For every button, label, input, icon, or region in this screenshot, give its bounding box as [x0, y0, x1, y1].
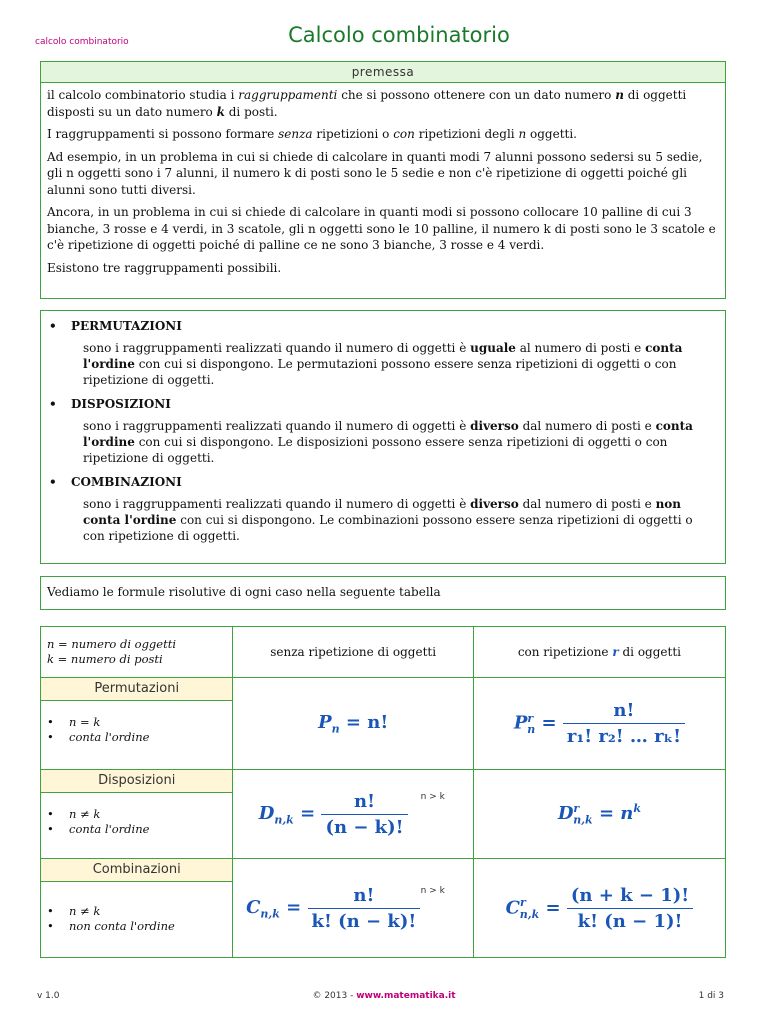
- keyword-conta-ordine: conta l'ordine: [83, 341, 683, 371]
- row-condition: • n = k: [47, 715, 101, 729]
- row-title: Permutazioni: [41, 678, 232, 701]
- var-n: n: [518, 127, 527, 141]
- formula-sub: n: [527, 723, 536, 737]
- formula-sub: n,k: [274, 813, 294, 827]
- legend-cell: [41, 627, 233, 678]
- formula-fraction: [308, 885, 421, 932]
- text: di posti.: [224, 104, 278, 119]
- formula-rhs: = n: [598, 802, 634, 824]
- text: di oggetti: [618, 645, 682, 659]
- disposizioni-title: DISPOSIZIONI: [71, 397, 171, 411]
- text: ripetizioni o: [312, 127, 394, 141]
- bullet: •: [49, 319, 57, 333]
- formula-eq: =: [300, 803, 316, 824]
- text: oggetti.: [526, 127, 577, 141]
- formula-combinazioni-con: [473, 859, 725, 958]
- text: sono i raggruppamenti realizzati quando il numero di oggetti è: [83, 419, 471, 433]
- bullet: •: [49, 397, 57, 411]
- row-condition: • n ≠ k: [47, 904, 101, 918]
- text: con ripetizione: [517, 645, 613, 659]
- formula-permutazioni-senza: [233, 678, 473, 770]
- var-n: n: [615, 88, 624, 102]
- formula-sub: n,k: [573, 813, 593, 827]
- row-title: Disposizioni: [41, 770, 232, 793]
- disposizioni-heading: [49, 396, 717, 412]
- formula-symbol: P: [318, 711, 332, 733]
- row-label-cell: [41, 859, 233, 958]
- fraction-numerator: n!: [308, 885, 421, 909]
- bullet: •: [49, 475, 57, 489]
- text: il calcolo combinatorio studia i: [47, 88, 239, 102]
- formula-sub: n,k: [519, 907, 540, 921]
- premessa-box: [40, 61, 726, 299]
- row-title: Combinazioni: [41, 859, 232, 882]
- formula-exponent: k: [633, 801, 642, 815]
- text: dal numero di posti e: [518, 419, 656, 433]
- formula-table: [40, 626, 726, 958]
- fraction-denominator: (n − k)!: [325, 816, 404, 838]
- keyword-raggruppamenti: raggruppamenti: [238, 88, 338, 102]
- condition-text: n ≠ k: [69, 807, 101, 821]
- condition-text: conta l'ordine: [69, 822, 150, 836]
- footer-copyright: [0, 991, 768, 1001]
- var-k: k: [216, 104, 225, 119]
- formula-fraction: [567, 885, 693, 932]
- keyword-uguale: uguale: [470, 341, 516, 355]
- keyword-diverso: diverso: [470, 419, 519, 433]
- text: sono i raggruppamenti realizzati quando il numero di oggetti è: [83, 497, 471, 511]
- premessa-paragraph-1: [47, 87, 719, 120]
- text: con cui si dispongono. Le permutazioni possono essere senza ripetizioni di oggetti o con ripetizione di oggetti.: [83, 357, 677, 387]
- row-label-cell: [41, 678, 233, 770]
- groups-box: [40, 310, 726, 564]
- fraction-numerator: n!: [563, 700, 685, 724]
- header-section-label: calcolo combinatorio: [35, 37, 129, 47]
- legend-k: k = numero di posti: [47, 652, 163, 666]
- keyword-diverso: diverso: [470, 497, 519, 511]
- formula-sub: n,k: [260, 907, 280, 921]
- table-intro-box: [40, 576, 726, 610]
- site-link[interactable]: www.matematika.it: [356, 991, 456, 1001]
- formula-sup: r: [527, 711, 534, 725]
- formula-fraction: [563, 700, 685, 747]
- row-condition: • n ≠ k: [47, 807, 101, 821]
- copyright-text: © 2013 -: [312, 991, 357, 1001]
- keyword-senza: senza: [278, 127, 313, 141]
- premessa-body: [41, 83, 725, 276]
- table-row-permutazioni: [41, 678, 726, 770]
- permutazioni-heading: [49, 318, 717, 334]
- table-header-row: [41, 627, 726, 678]
- text: sono i raggruppamenti realizzati quando il numero di oggetti è: [83, 341, 471, 355]
- column-header-senza: senza ripetizione di oggetti: [233, 627, 473, 678]
- text: con cui si dispongono. Le disposizioni possono essere senza ripetizioni di oggetti o con ripetizione di oggetti.: [83, 435, 668, 465]
- text: di oggetti disposti su un dato numero: [47, 88, 687, 119]
- keyword-conta-ordine: conta l'ordine: [83, 419, 693, 449]
- text: dal numero di posti e: [518, 497, 656, 511]
- formula-disposizioni-con: [473, 770, 725, 859]
- legend-n: n = numero di oggetti: [47, 637, 177, 651]
- text: con cui si dispongono. Le combinazioni possono essere senza ripetizioni di oggetti o con ripetizione di oggetti.: [83, 513, 693, 543]
- footer-page-number: 1 di 3: [698, 991, 724, 1001]
- footer-version: v 1.0: [37, 991, 60, 1001]
- formula-symbol: C: [505, 897, 520, 918]
- disposizioni-description: [83, 418, 717, 466]
- formula-combinazioni-senza: [233, 859, 473, 958]
- formula-symbol: C: [246, 897, 261, 918]
- formula-condition: n > k: [420, 792, 445, 802]
- formula-permutazioni-con: [473, 678, 725, 770]
- fraction-denominator: k! (n − k)!: [311, 910, 417, 932]
- fraction-numerator: n!: [321, 791, 407, 815]
- text: che si possono ottenere con un dato numero: [337, 88, 616, 102]
- text: ripetizioni degli: [414, 127, 519, 141]
- formula-condition: n > k: [420, 886, 445, 896]
- premessa-heading: premessa: [41, 62, 725, 83]
- row-condition: • non conta l'ordine: [47, 919, 175, 933]
- row-condition: • conta l'ordine: [47, 822, 150, 836]
- fraction-numerator: (n + k − 1)!: [567, 885, 693, 909]
- table-row-disposizioni: [41, 770, 726, 859]
- formula-eq: =: [545, 897, 561, 918]
- fraction-denominator: k! (n − 1)!: [577, 910, 683, 932]
- premessa-paragraph-4: Ancora, in un problema in cui si chiede di calcolare in quanti modi si possono collocare 10 palline di cui 3 bianche, 3 rosse e 4 verdi, in 3 scatole, gli n oggetti sono le 10 palline, il numero k di posti sono le 3 scatole e c'è ripetizione di oggetti poiché di palline ce ne sono 3 bianche, 3 rosse e 4 verdi.: [47, 205, 716, 252]
- combinazioni-description: [83, 496, 717, 544]
- formula-symbol: D: [258, 803, 275, 824]
- permutazioni-description: [83, 340, 717, 388]
- formula-disposizioni-senza: [233, 770, 473, 859]
- condition-text: n = k: [69, 715, 101, 729]
- text: I raggruppamenti si possono formare: [47, 127, 279, 141]
- fraction-denominator: r₁! r₂! … rₖ!: [566, 726, 681, 747]
- formula-sub: n: [331, 722, 340, 736]
- table-row-combinazioni: [41, 859, 726, 958]
- page-title: Calcolo combinatorio: [288, 23, 510, 47]
- keyword-con: con: [393, 127, 415, 141]
- formula-symbol: P: [513, 712, 528, 734]
- column-header-con: [473, 627, 725, 678]
- combinazioni-heading: [49, 474, 717, 490]
- var-r: r: [612, 645, 619, 659]
- table-intro-text: Vediamo le formule risolutive di ogni caso nella seguente tabella: [47, 585, 441, 599]
- premessa-paragraph-5: Esistono tre raggruppamenti possibili.: [47, 260, 282, 275]
- row-label-cell: [41, 770, 233, 859]
- condition-text: n ≠ k: [69, 904, 101, 918]
- condition-text: conta l'ordine: [69, 730, 150, 744]
- formula-symbol: D: [557, 802, 574, 824]
- formula-sup: r: [573, 801, 580, 815]
- premessa-paragraph-2: [47, 126, 719, 143]
- formula-rhs: = n!: [345, 711, 389, 733]
- keyword-non-conta-ordine: non conta l'ordine: [83, 497, 682, 527]
- combinazioni-title: COMBINAZIONI: [71, 475, 182, 489]
- permutazioni-title: PERMUTAZIONI: [71, 319, 182, 333]
- formula-eq: =: [286, 897, 302, 918]
- text: al numero di posti e: [515, 341, 646, 355]
- formula-fraction: [321, 791, 407, 838]
- formula-sup: r: [520, 896, 526, 909]
- condition-text: non conta l'ordine: [69, 919, 175, 933]
- premessa-paragraph-3: Ad esempio, in un problema in cui si chiede di calcolare in quanti modi 7 alunni possono sedersi su 5 sedie, gli n oggetti sono i 7 alunni, il numero k di posti sono le 5 sedie e non c'è ripetizione di oggetti poiché gli alunni sono tutti diversi.: [47, 149, 703, 197]
- formula-eq: =: [541, 712, 557, 734]
- row-condition: • conta l'ordine: [47, 730, 150, 744]
